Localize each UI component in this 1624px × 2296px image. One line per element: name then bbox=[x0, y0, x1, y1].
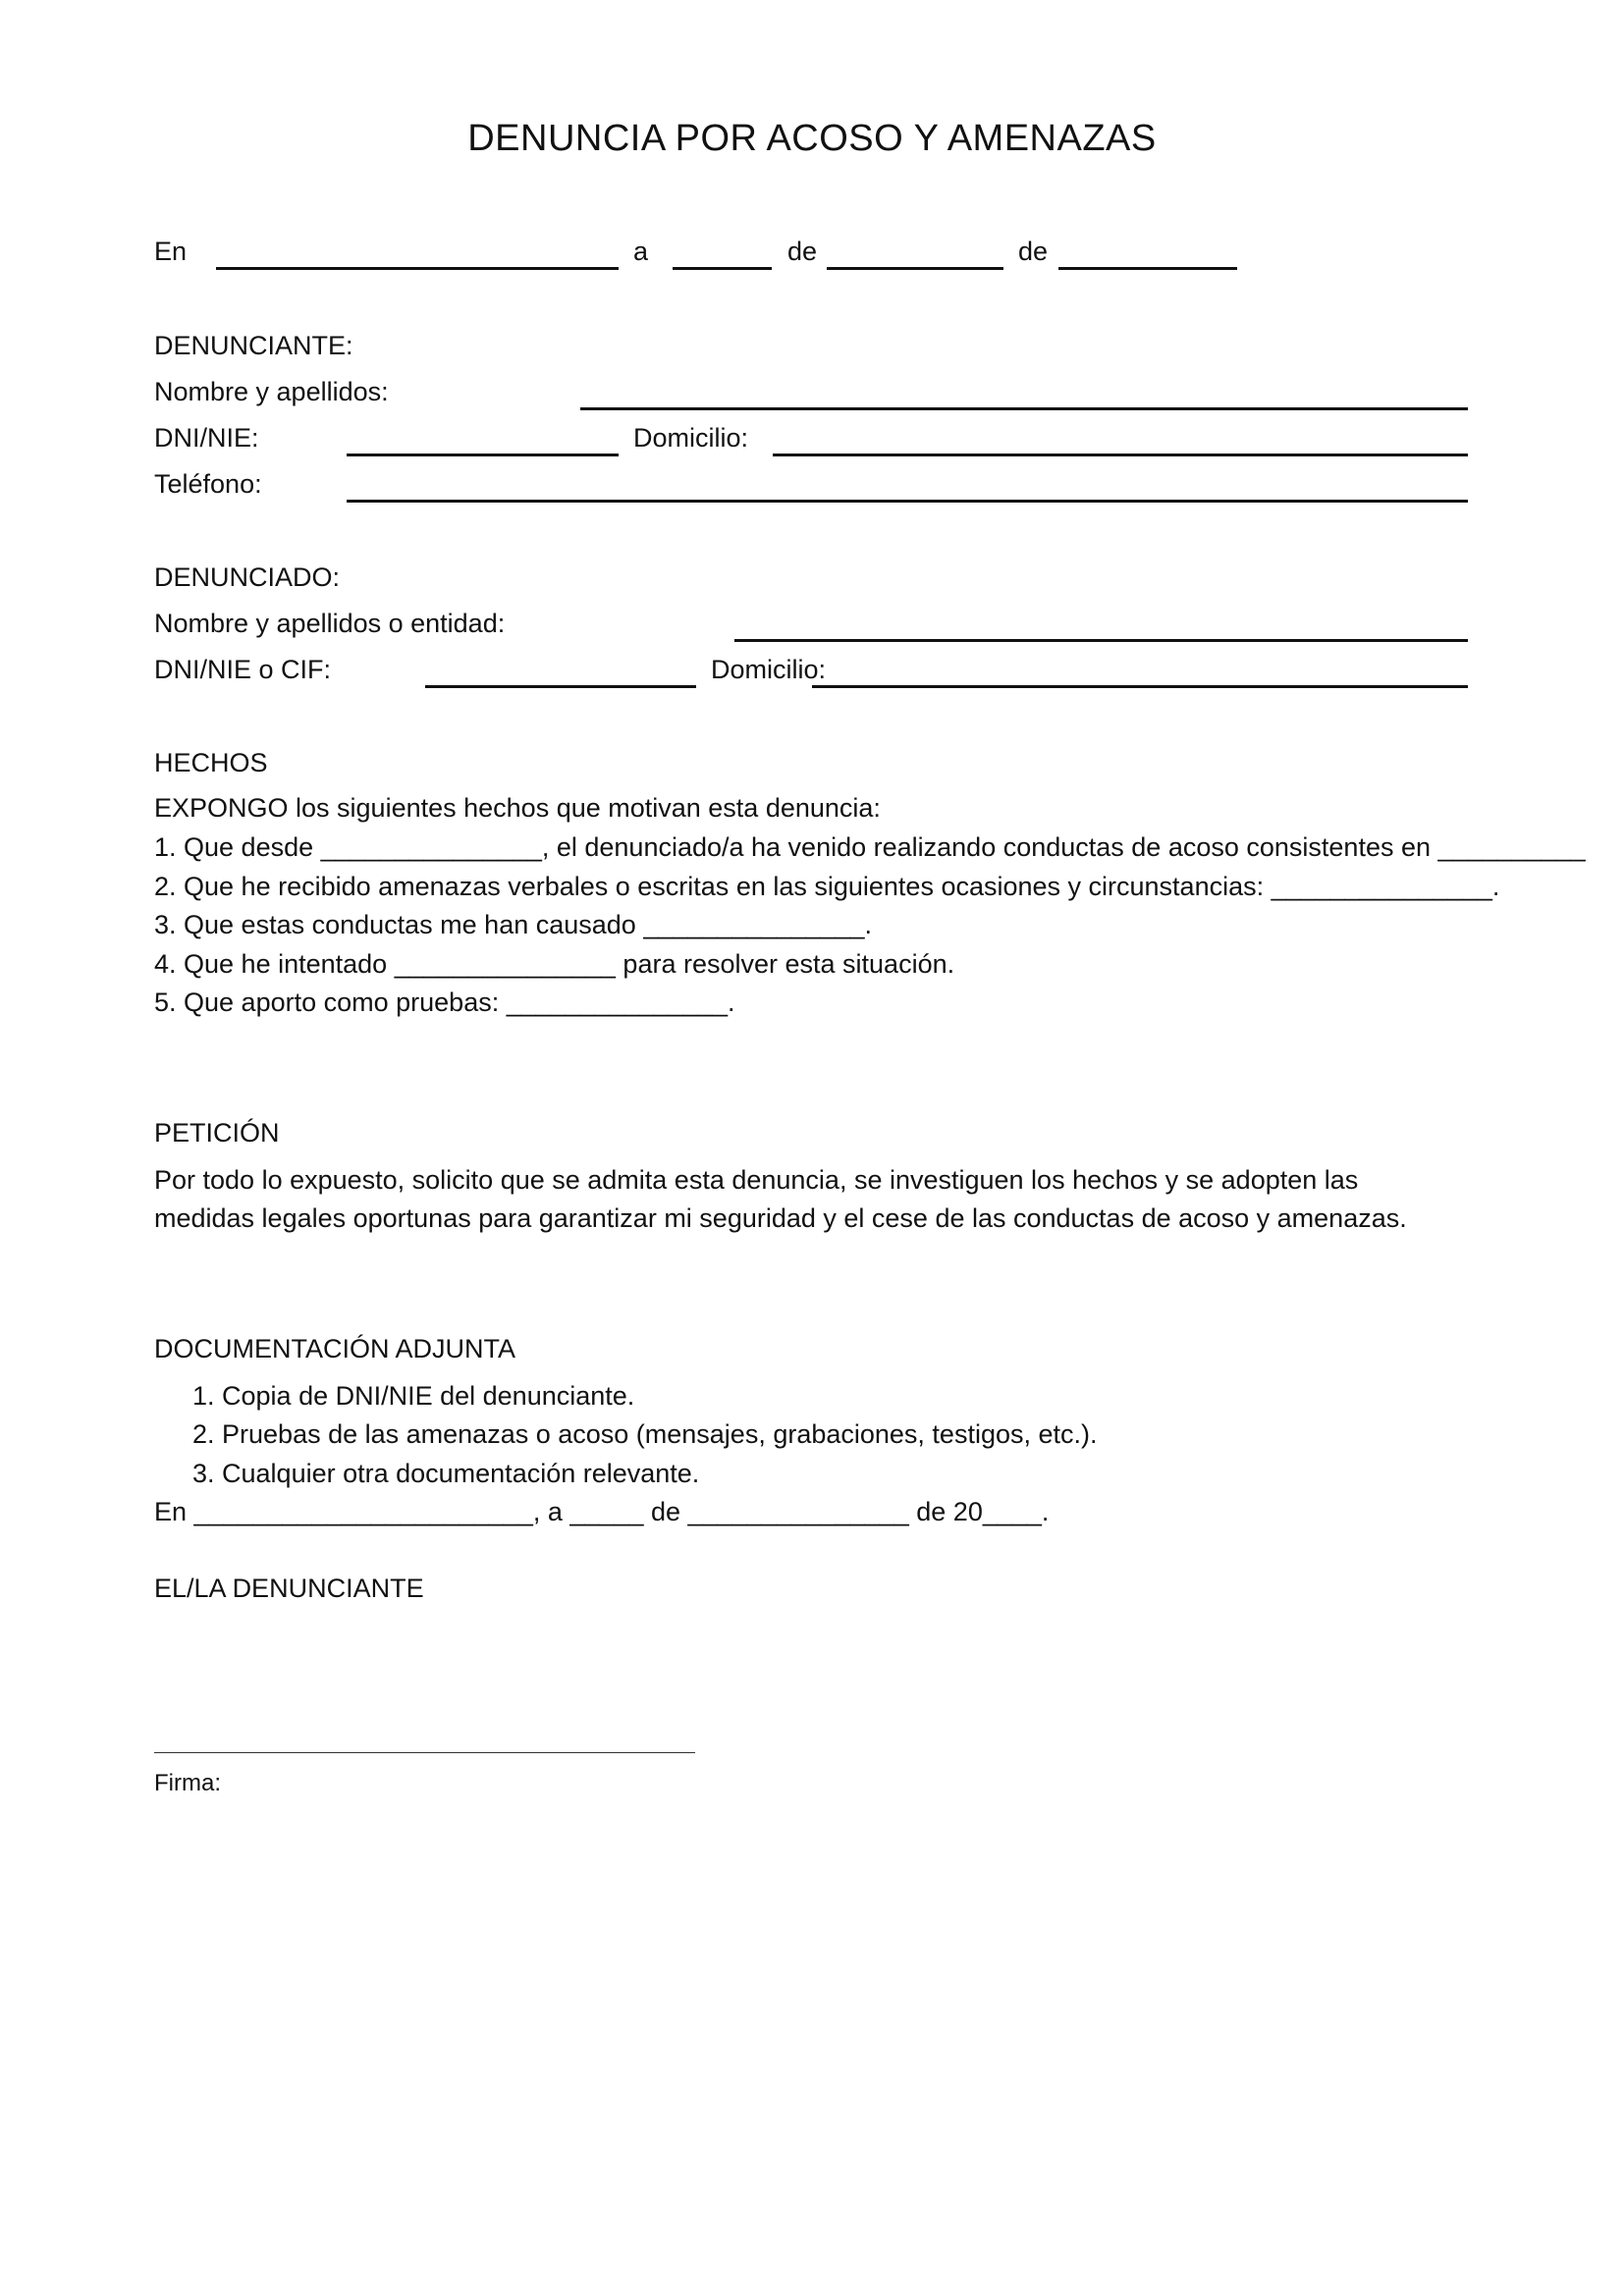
firma-label: Firma: bbox=[154, 1770, 221, 1796]
hechos-item: 4. Que he intentado _______________ para resolver esta situación. bbox=[154, 949, 955, 979]
firma-heading: EL/LA DENUNCIANTE bbox=[154, 1574, 424, 1603]
header-de1-label: de bbox=[787, 237, 818, 266]
denunciante-nombre-field[interactable] bbox=[580, 407, 1468, 410]
denunciante-domicilio-label: Domicilio: bbox=[633, 423, 749, 453]
denunciante-heading: DENUNCIANTE: bbox=[154, 331, 353, 360]
documentacion-item: 3. Cualquier otra documentación relevante. bbox=[192, 1459, 700, 1488]
hechos-item: 3. Que estas conductas me han causado _______________. bbox=[154, 910, 873, 939]
hechos-item: 2. Que he recibido amenazas verbales o escritas en las siguientes ocasiones y circunstancias: _______________. bbox=[154, 872, 1500, 901]
denunciado-domicilio-field[interactable] bbox=[812, 685, 1468, 688]
peticion-heading: PETICIÓN bbox=[154, 1118, 280, 1148]
peticion-line: medidas legales oportunas para garantizar mi seguridad y el cese de las conductas de acoso y amenazas. bbox=[154, 1203, 1407, 1233]
peticion-line: Por todo lo expuesto, solicito que se admita esta denuncia, se investiguen los hechos y se adopten las bbox=[154, 1165, 1359, 1195]
denunciante-telefono-field[interactable] bbox=[347, 500, 1468, 503]
documentacion-item: 2. Pruebas de las amenazas o acoso (mensajes, grabaciones, testigos, etc.). bbox=[192, 1419, 1098, 1449]
denunciado-dni-label: DNI/NIE o CIF: bbox=[154, 655, 332, 684]
denunciado-domicilio-label: Domicilio: bbox=[711, 655, 827, 684]
header-place-field[interactable] bbox=[216, 267, 619, 270]
denunciado-nombre-label: Nombre y apellidos o entidad: bbox=[154, 609, 506, 638]
document-title: DENUNCIA POR ACOSO Y AMENAZAS bbox=[467, 118, 1157, 159]
header-de2-label: de bbox=[1018, 237, 1049, 266]
signature-line[interactable] bbox=[154, 1752, 695, 1753]
documentacion-item: 1. Copia de DNI/NIE del denunciante. bbox=[192, 1381, 635, 1411]
hechos-heading: HECHOS bbox=[154, 748, 268, 777]
hechos-item: 5. Que aporto como pruebas: _______________. bbox=[154, 988, 735, 1017]
denunciado-dni-field[interactable] bbox=[425, 685, 696, 688]
header-month-field[interactable] bbox=[827, 267, 1003, 270]
denunciante-domicilio-field[interactable] bbox=[773, 454, 1468, 456]
denunciante-dni-field[interactable] bbox=[347, 454, 619, 456]
header-day-field[interactable] bbox=[673, 267, 772, 270]
denunciante-telefono-label: Teléfono: bbox=[154, 469, 262, 499]
header-en-label: En bbox=[154, 237, 188, 266]
header-a-label: a bbox=[633, 237, 649, 266]
documentacion-heading: DOCUMENTACIÓN ADJUNTA bbox=[154, 1334, 516, 1363]
hechos-item: 1. Que desde _______________, el denunciado/a ha venido realizando conductas de acoso consistentes en __________ bbox=[154, 832, 1586, 862]
header-year-field[interactable] bbox=[1058, 267, 1237, 270]
closing-date-line: En _______________________, a _____ de _______________ de 20____. bbox=[154, 1497, 1050, 1526]
hechos-intro: EXPONGO los siguientes hechos que motivan esta denuncia: bbox=[154, 793, 881, 823]
denunciado-heading: DENUNCIADO: bbox=[154, 562, 341, 592]
denunciante-dni-label: DNI/NIE: bbox=[154, 423, 259, 453]
denunciante-nombre-label: Nombre y apellidos: bbox=[154, 377, 389, 406]
denunciado-nombre-field[interactable] bbox=[734, 639, 1468, 642]
